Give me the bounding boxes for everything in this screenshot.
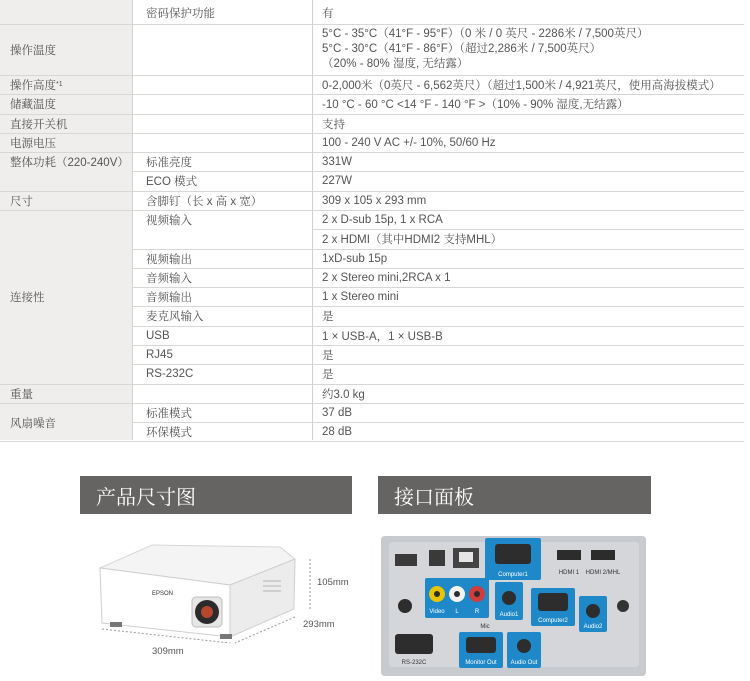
power-socket [617,600,629,612]
spec-sublabel: 标准模式 [146,407,192,420]
spec-sublabel: 视频输出 [146,253,192,266]
spec-label: 风扇噪音 [10,417,56,430]
spec-label: 重量 [10,388,33,401]
projector-illustration [80,525,370,675]
connectivity-row [0,345,744,364]
section-title-interfaces: 接口面板 [378,476,651,514]
spec-row-op-alt [0,75,744,94]
spec-value: 是 [322,349,334,362]
spec-row-voltage [0,133,744,152]
spec-sublabel: ECO 模式 [146,176,198,188]
spec-sublabel: RJ45 [146,348,173,361]
connectivity-row [0,364,744,384]
spec-value: 1xD-sub 15p [322,252,388,265]
port-panel-illustration [381,536,646,676]
spec-sublabel: 环保模式 [146,426,192,439]
spec-value: 331W [322,155,353,168]
spec-sublabel: 音频输入 [146,272,192,285]
spec-value: 2 x D-sub 15p, 1 x RCA [322,213,443,226]
port-label-monitor-out: Monitor Out [465,660,497,666]
rs232c-port [395,634,433,654]
spec-row-op-temp [0,24,744,75]
spec-row-password [0,2,744,24]
spec-sublabel: 视频输入 [146,214,192,227]
spec-sublabel: 音频输出 [146,291,192,304]
port-label-mic: Mic [480,624,490,630]
port-label-l: L [455,609,459,615]
spec-label: 直接开关机 [10,118,68,131]
spec-sublabel: 含脚钉（长 x 高 x 宽） [146,195,263,208]
connectivity-row [0,287,744,306]
noise-eco-row [0,422,744,441]
op-temp-line: 5°C - 35°C（41°F - 95°F）（0 米 / 0 英尺 - 2286米 / 7,500英尺） [322,28,649,40]
op-temp-line: 5°C - 30°C（41°F - 86°F）（超过2,286米 / 7,500英尺） [322,43,602,55]
spec-value: 309 x 105 x 293 mm [322,194,427,207]
port-label-computer2: Computer2 [538,618,568,624]
spec-value: 100 - 240 V AC +/- 10%, 50/60 Hz [322,136,496,149]
footnote-mark: *1 [56,81,63,88]
spec-value: 1 × USB-A，1 × USB-B [322,330,443,343]
spec-label: 操作高度 *1 [10,79,63,92]
dimension-width: 309mm [152,646,184,657]
brand-logo: EPSON [152,591,174,597]
spec-value: 是 [322,311,334,323]
noise-standard-row [0,403,744,422]
spec-sublabel: USB [146,329,170,342]
port-label-audio1: Audio1 [499,612,519,618]
port-label-audio2: Audio2 [583,624,603,630]
spec-label: 电源电压 [10,137,56,150]
spec-value: 227W [322,175,353,187]
spec-sublabel: 麦克风输入 [146,311,204,323]
port-label-hdmi1: HDMI 1 [558,570,580,576]
spec-sublabel: 标准亮度 [146,156,192,169]
spec-value: 2 x HDMI（其中HDMI2 支持MHL） [322,234,503,246]
port-label-video: Video [429,609,445,615]
spec-value: 是 [322,369,334,381]
spec-label: 尺寸 [10,195,33,208]
spec-row-direct-power [0,114,744,133]
connectivity-row [0,210,744,229]
spec-value: 有 [322,8,334,20]
connectivity-row [0,249,744,268]
spec-value: 2 x Stereo mini,2RCA x 1 [322,271,451,284]
spec-row-power-standard [0,152,744,171]
mic-port [398,599,412,613]
spec-value: 约3.0 kg [322,388,365,401]
spec-value: 28 dB [322,425,353,438]
hdmi1-port [557,550,581,560]
connectivity-row [0,268,744,287]
port-label-r: R [474,609,480,615]
dimension-height: 105mm [317,577,349,588]
row-divider [0,441,744,442]
port-label-computer1: Computer1 [498,572,528,578]
product-dimension-image [80,525,370,675]
interface-panel-image [381,536,646,676]
spec-label: 整体功耗（220-240V） [10,156,129,169]
connectivity-row [0,306,744,326]
connectivity-row [0,326,744,345]
spec-label: 操作温度 [10,44,56,57]
usb-b-port [429,550,445,566]
spec-value: 0-2,000米（0英尺 - 6,562英尺）（超过1,500米 / 4,921英尺，使用高海拔模式） [322,79,721,92]
op-temp-line: （20% - 80% 湿度, 无结露） [322,58,469,70]
port-label-rs232c: RS-232C [401,660,427,666]
spec-value: 37 dB [322,406,353,419]
spec-row-storage-temp [0,94,744,114]
spec-label: 连接性 [10,292,45,304]
spec-value: 支持 [322,118,345,131]
section-title-dimensions: 产品尺寸图 [80,476,352,514]
spec-row-size [0,191,744,210]
spec-label: 储藏温度 [10,99,56,111]
dimension-depth: 293mm [303,619,335,630]
port-label-hdmi2: HDMI 2/MHL [585,570,621,576]
spec-label: 密码保护功能 [146,8,215,20]
spec-sublabel: RS-232C [146,368,194,380]
spec-value: 1 x Stereo mini [322,290,399,303]
spec-value [322,24,648,75]
usb-a-port [395,554,417,566]
port-label-audio-out: Audio Out [510,660,538,666]
hdmi2-port [591,550,615,560]
spec-value: -10 °C - 60 °C <14 °F - 140 °F >（10% - 90% 湿度,无结露） [322,99,629,111]
spec-row-weight [0,384,744,403]
connectivity-row [0,229,744,249]
spec-row-power-eco [0,171,744,191]
